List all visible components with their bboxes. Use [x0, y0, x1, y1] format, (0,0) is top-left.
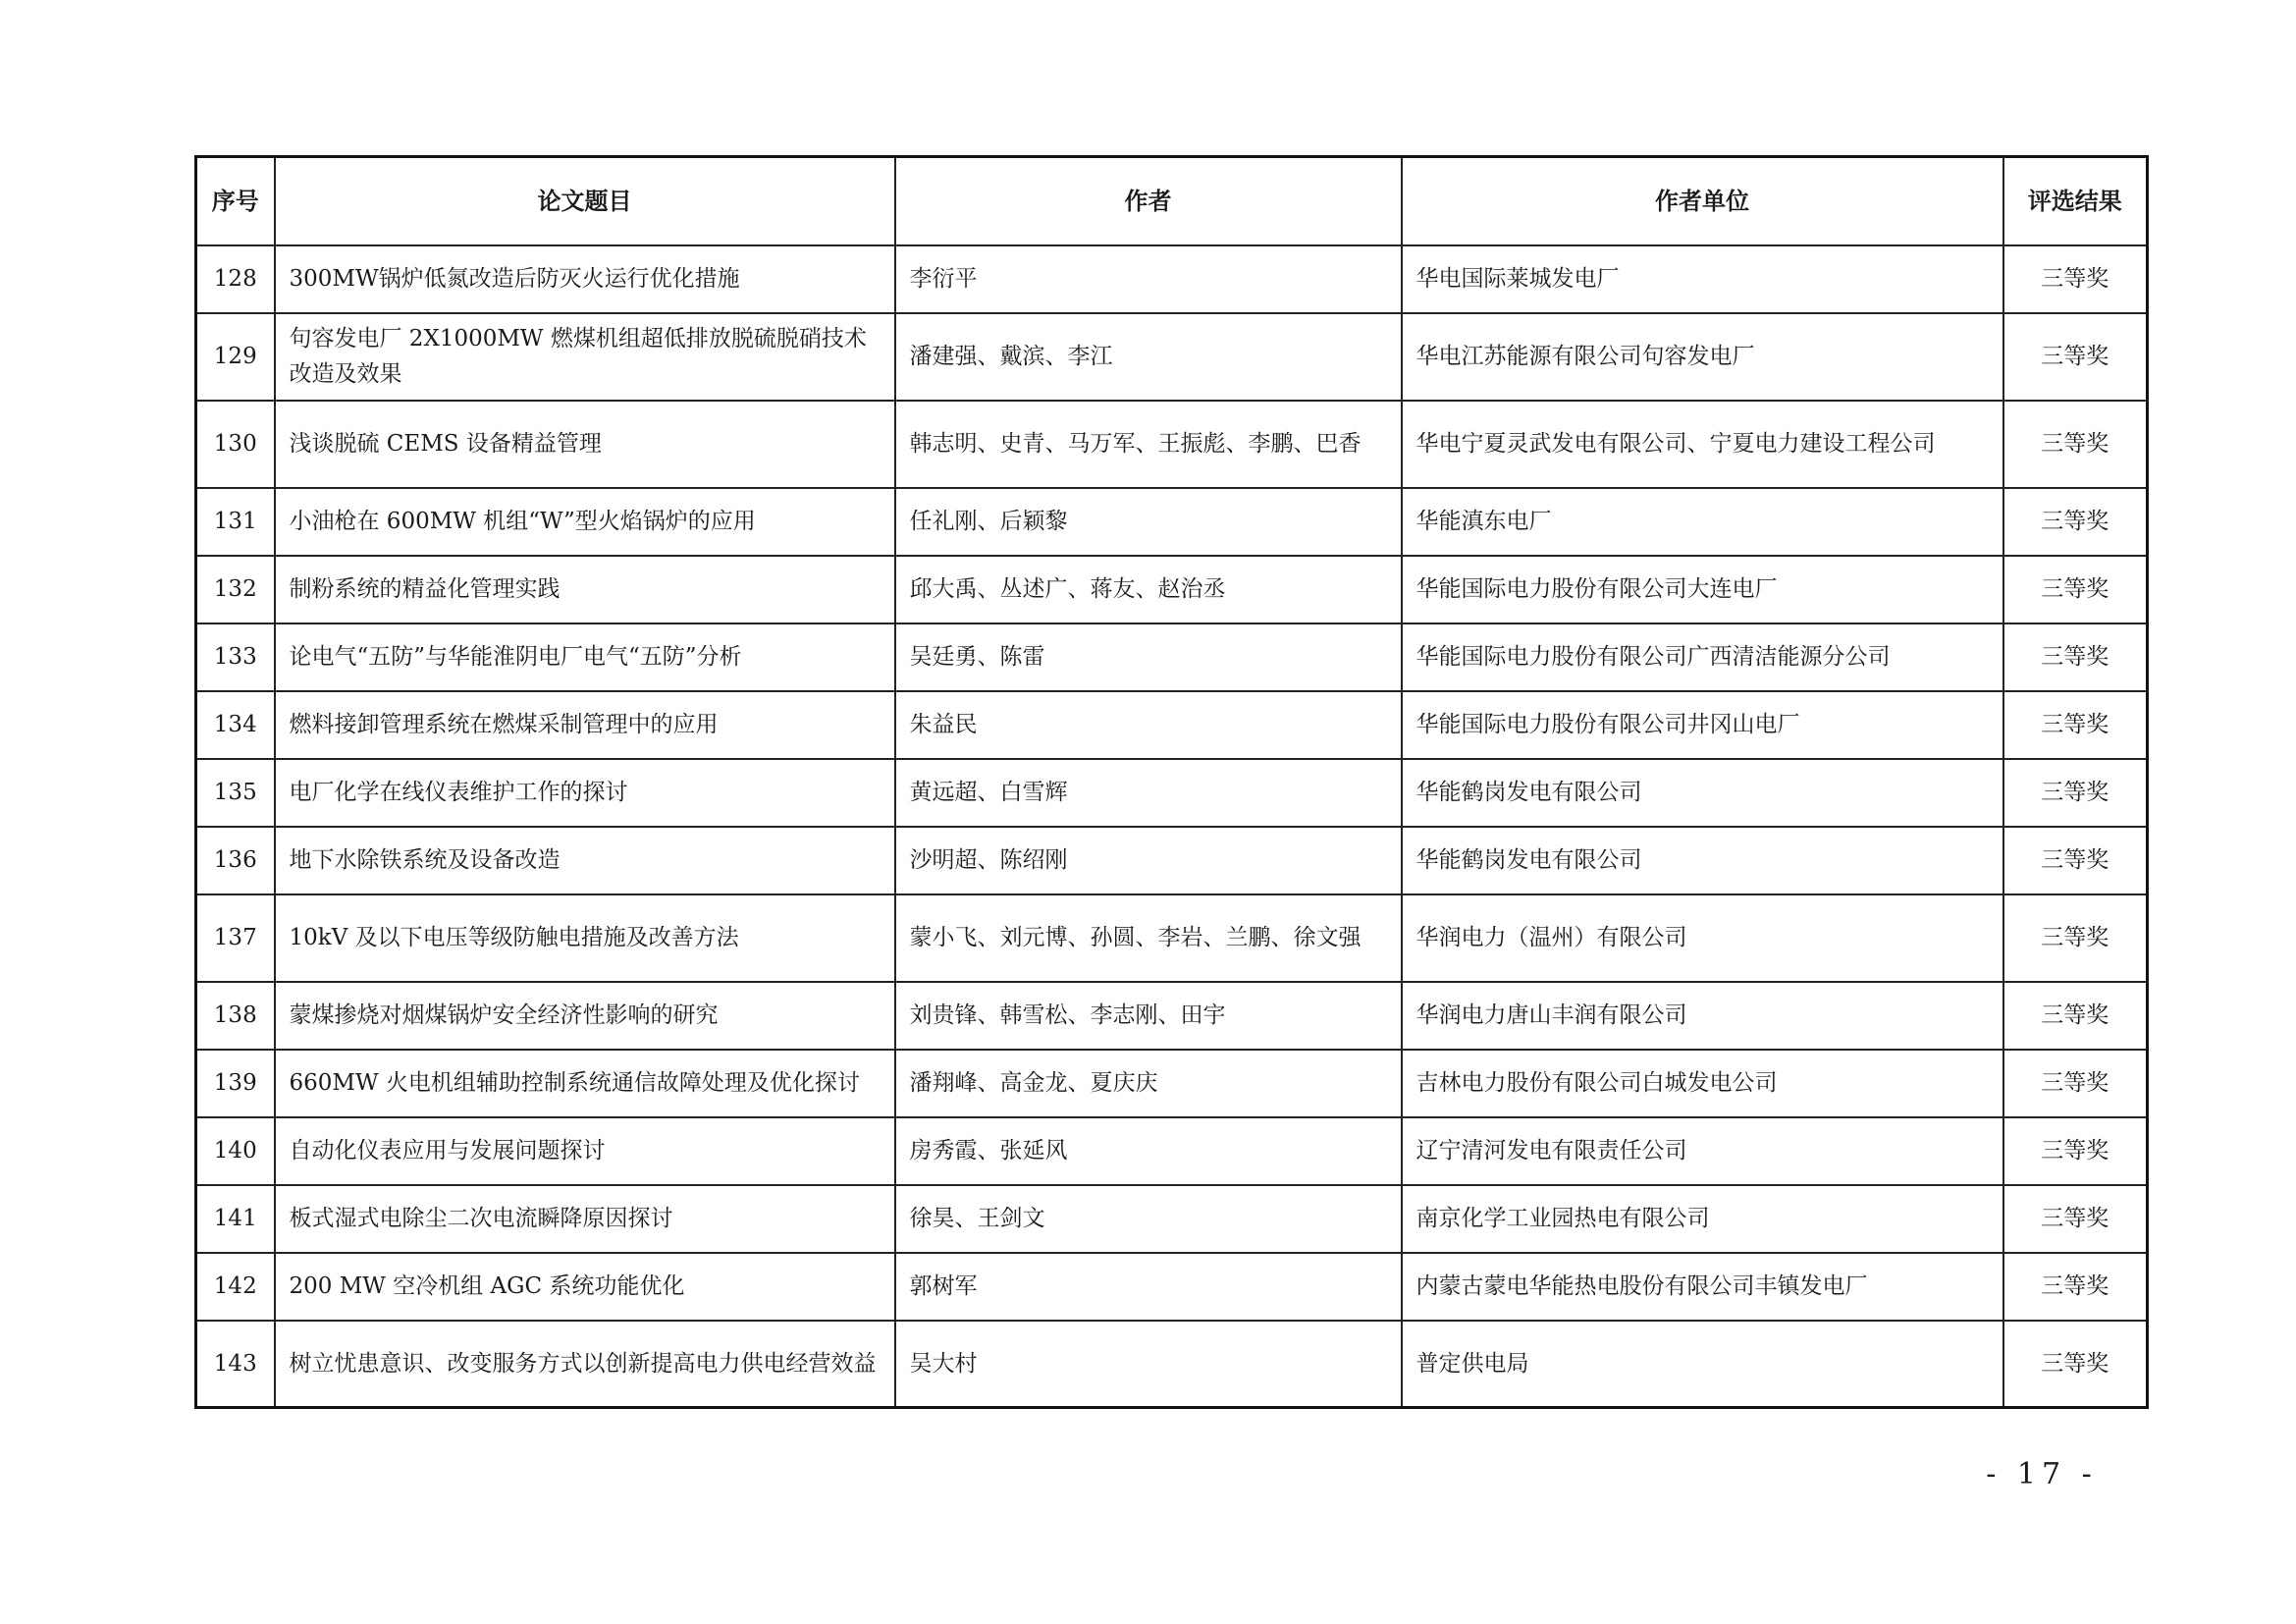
- cell-author: 李衍平: [895, 245, 1402, 313]
- cell-author: 任礼刚、后颖黎: [895, 488, 1402, 556]
- cell-index: 137: [196, 894, 275, 982]
- cell-result: 三等奖: [2003, 313, 2148, 401]
- cell-unit: 普定供电局: [1402, 1321, 2003, 1408]
- cell-unit: 华能国际电力股份有限公司井冈山电厂: [1402, 691, 2003, 759]
- header-author: 作者: [895, 157, 1402, 245]
- cell-author: 吴大村: [895, 1321, 1402, 1408]
- cell-author: 刘贵锋、韩雪松、李志刚、田宇: [895, 982, 1402, 1050]
- cell-result: 三等奖: [2003, 401, 2148, 488]
- cell-title: 10kV 及以下电压等级防触电措施及改善方法: [275, 894, 895, 982]
- cell-unit: 南京化学工业园热电有限公司: [1402, 1185, 2003, 1253]
- cell-unit: 华电国际莱城发电厂: [1402, 245, 2003, 313]
- table-row: [196, 401, 2148, 488]
- cell-unit: 华能鹤岗发电有限公司: [1402, 759, 2003, 827]
- cell-result: 三等奖: [2003, 1050, 2148, 1117]
- cell-unit: 华电宁夏灵武发电有限公司、宁夏电力建设工程公司: [1402, 401, 2003, 488]
- cell-title: 燃料接卸管理系统在燃煤采制管理中的应用: [275, 691, 895, 759]
- table-row: [196, 623, 2148, 691]
- cell-index: 131: [196, 488, 275, 556]
- cell-result: 三等奖: [2003, 488, 2148, 556]
- cell-result: 三等奖: [2003, 894, 2148, 982]
- cell-result: 三等奖: [2003, 1117, 2148, 1185]
- header-result: 评选结果: [2003, 157, 2148, 245]
- cell-unit: 辽宁清河发电有限责任公司: [1402, 1117, 2003, 1185]
- table-row: [196, 1321, 2148, 1408]
- cell-author: 邱大禹、丛述广、蒋友、赵治丞: [895, 556, 1402, 623]
- cell-author: 蒙小飞、刘元博、孙圆、李岩、兰鹏、徐文强: [895, 894, 1402, 982]
- header-index: 序号: [196, 157, 275, 245]
- cell-result: 三等奖: [2003, 827, 2148, 894]
- cell-unit: 华能国际电力股份有限公司广西清洁能源分公司: [1402, 623, 2003, 691]
- cell-result: 三等奖: [2003, 245, 2148, 313]
- cell-title: 制粉系统的精益化管理实践: [275, 556, 895, 623]
- page-number: - 17 -: [1986, 1457, 2098, 1491]
- cell-title: 小油枪在 600MW 机组“W”型火焰锅炉的应用: [275, 488, 895, 556]
- cell-index: 136: [196, 827, 275, 894]
- cell-index: 132: [196, 556, 275, 623]
- cell-index: 135: [196, 759, 275, 827]
- cell-title: 蒙煤掺烧对烟煤锅炉安全经济性影响的研究: [275, 982, 895, 1050]
- cell-result: 三等奖: [2003, 1185, 2148, 1253]
- cell-title: 句容发电厂 2X1000MW 燃煤机组超低排放脱硫脱硝技术改造及效果: [275, 313, 895, 401]
- cell-title: 200 MW 空冷机组 AGC 系统功能优化: [275, 1253, 895, 1321]
- cell-author: 房秀霞、张延风: [895, 1117, 1402, 1185]
- cell-title: 电厂化学在线仪表维护工作的探讨: [275, 759, 895, 827]
- cell-unit: 吉林电力股份有限公司白城发电公司: [1402, 1050, 2003, 1117]
- cell-result: 三等奖: [2003, 556, 2148, 623]
- cell-unit: 华润电力唐山丰润有限公司: [1402, 982, 2003, 1050]
- cell-author: 沙明超、陈绍刚: [895, 827, 1402, 894]
- cell-unit: 内蒙古蒙电华能热电股份有限公司丰镇发电厂: [1402, 1253, 2003, 1321]
- cell-title: 地下水除铁系统及设备改造: [275, 827, 895, 894]
- table-row: [196, 691, 2148, 759]
- cell-result: 三等奖: [2003, 1253, 2148, 1321]
- cell-title: 论电气“五防”与华能淮阴电厂电气“五防”分析: [275, 623, 895, 691]
- cell-title: 自动化仪表应用与发展问题探讨: [275, 1117, 895, 1185]
- cell-author: 吴廷勇、陈雷: [895, 623, 1402, 691]
- cell-unit: 华能滇东电厂: [1402, 488, 2003, 556]
- table-row: [196, 313, 2148, 401]
- cell-index: 142: [196, 1253, 275, 1321]
- table-row: [196, 827, 2148, 894]
- cell-index: 128: [196, 245, 275, 313]
- cell-index: 133: [196, 623, 275, 691]
- cell-result: 三等奖: [2003, 1321, 2148, 1408]
- table-row: [196, 556, 2148, 623]
- cell-title: 浅谈脱硫 CEMS 设备精益管理: [275, 401, 895, 488]
- cell-title: 300MW锅炉低氮改造后防灭火运行优化措施: [275, 245, 895, 313]
- table-row: [196, 488, 2148, 556]
- cell-title: 660MW 火电机组辅助控制系统通信故障处理及优化探讨: [275, 1050, 895, 1117]
- cell-result: 三等奖: [2003, 691, 2148, 759]
- cell-index: 140: [196, 1117, 275, 1185]
- header-title: 论文题目: [275, 157, 895, 245]
- awards-table: [194, 155, 2149, 1409]
- cell-title: 树立忧患意识、改变服务方式以创新提高电力供电经营效益: [275, 1321, 895, 1408]
- table-row: [196, 1253, 2148, 1321]
- cell-unit: 华电江苏能源有限公司句容发电厂: [1402, 313, 2003, 401]
- table-body: [196, 245, 2148, 1408]
- cell-title: 板式湿式电除尘二次电流瞬降原因探讨: [275, 1185, 895, 1253]
- cell-index: 134: [196, 691, 275, 759]
- cell-result: 三等奖: [2003, 623, 2148, 691]
- table-row: [196, 1185, 2148, 1253]
- table-header-row: [196, 157, 2148, 245]
- cell-index: 143: [196, 1321, 275, 1408]
- cell-author: 黄远超、白雪辉: [895, 759, 1402, 827]
- cell-index: 139: [196, 1050, 275, 1117]
- header-unit: 作者单位: [1402, 157, 2003, 245]
- cell-author: 潘翔峰、高金龙、夏庆庆: [895, 1050, 1402, 1117]
- cell-author: 徐昊、王剑文: [895, 1185, 1402, 1253]
- cell-author: 潘建强、戴滨、李江: [895, 313, 1402, 401]
- cell-index: 130: [196, 401, 275, 488]
- cell-index: 138: [196, 982, 275, 1050]
- cell-index: 129: [196, 313, 275, 401]
- table-row: [196, 245, 2148, 313]
- cell-author: 郭树军: [895, 1253, 1402, 1321]
- cell-unit: 华能鹤岗发电有限公司: [1402, 827, 2003, 894]
- cell-author: 韩志明、史青、马万军、王振彪、李鹏、巴香: [895, 401, 1402, 488]
- table-row: [196, 1050, 2148, 1117]
- table-row: [196, 759, 2148, 827]
- cell-unit: 华能国际电力股份有限公司大连电厂: [1402, 556, 2003, 623]
- cell-author: 朱益民: [895, 691, 1402, 759]
- cell-result: 三等奖: [2003, 982, 2148, 1050]
- cell-index: 141: [196, 1185, 275, 1253]
- table-row: [196, 1117, 2148, 1185]
- table-row: [196, 982, 2148, 1050]
- table-row: [196, 894, 2148, 982]
- cell-unit: 华润电力（温州）有限公司: [1402, 894, 2003, 982]
- cell-result: 三等奖: [2003, 759, 2148, 827]
